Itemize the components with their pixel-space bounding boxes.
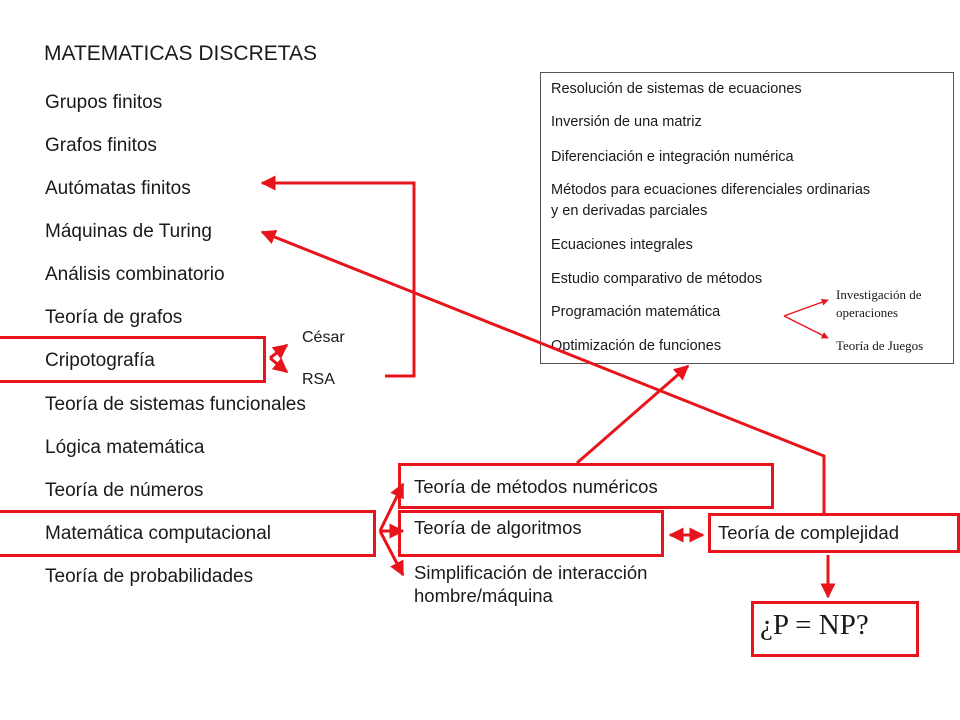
method-sistemas-ecuaciones: Resolución de sistemas de ecuaciones [551, 81, 802, 97]
item-matematica-computacional: Matemática computacional [45, 523, 271, 544]
branch-cesar: César [302, 329, 345, 346]
node-teoria-algoritmos: Teoría de algoritmos [414, 517, 582, 538]
item-logica-matematica: Lógica matemática [45, 437, 205, 458]
fork-programacion-investigacion [784, 300, 828, 316]
fork-programacion-juegos [784, 316, 828, 338]
item-teoria-probabilidades: Teoría de probabilidades [45, 566, 254, 587]
branch-investigacion-operaciones: Investigación de operaciones [836, 287, 922, 320]
method-diferenciacion-integracion: Diferenciación e integración numérica [551, 149, 794, 165]
method-ecuaciones-diferenciales: Métodos para ecuaciones diferenciales ordinarias y en derivadas parciales [551, 182, 871, 219]
node-teoria-complejidad: Teoría de complejidad [718, 522, 899, 543]
item-teoria-sistemas-funcionales: Teoría de sistemas funcionales [45, 394, 306, 415]
method-inversion-matriz: Inversión de una matriz [551, 114, 702, 130]
branch-rsa: RSA [302, 371, 335, 388]
node-metodos-numericos: Teoría de métodos numéricos [414, 476, 658, 497]
item-automatas-finitos: Autómatas finitos [45, 178, 191, 199]
fork-criptografia-cesar [270, 345, 287, 358]
item-grupos-finitos: Grupos finitos [45, 92, 163, 113]
arrow-complejidad-to-turing [262, 232, 824, 513]
item-maquinas-turing: Máquinas de Turing [45, 221, 212, 242]
method-estudio-comparativo: Estudio comparativo de métodos [551, 271, 763, 287]
fork-computacional-interaccion [380, 531, 403, 575]
item-analisis-combinatorio: Análisis combinatorio [45, 264, 225, 285]
page-title: MATEMATICAS DISCRETAS [44, 42, 318, 65]
item-teoria-grafos: Teoría de grafos [45, 307, 183, 328]
method-optimizacion-funciones: Optimización de funciones [551, 338, 722, 354]
item-grafos-finitos: Grafos finitos [45, 135, 157, 156]
p-vs-np-question: ¿P = NP? [760, 609, 869, 641]
item-criptografia: Cripotografía [45, 350, 155, 371]
item-teoria-numeros: Teoría de números [45, 480, 204, 501]
method-ecuaciones-integrales: Ecuaciones integrales [551, 237, 693, 253]
fork-computacional-metodos [380, 484, 403, 531]
fork-criptografia-rsa [270, 358, 287, 372]
method-programacion-matematica: Programación matemática [551, 304, 721, 320]
branch-teoria-juegos: Teoría de Juegos [836, 338, 924, 353]
node-interaccion-hombre-maquina: Simplificación de interacción hombre/máquina [414, 562, 648, 606]
